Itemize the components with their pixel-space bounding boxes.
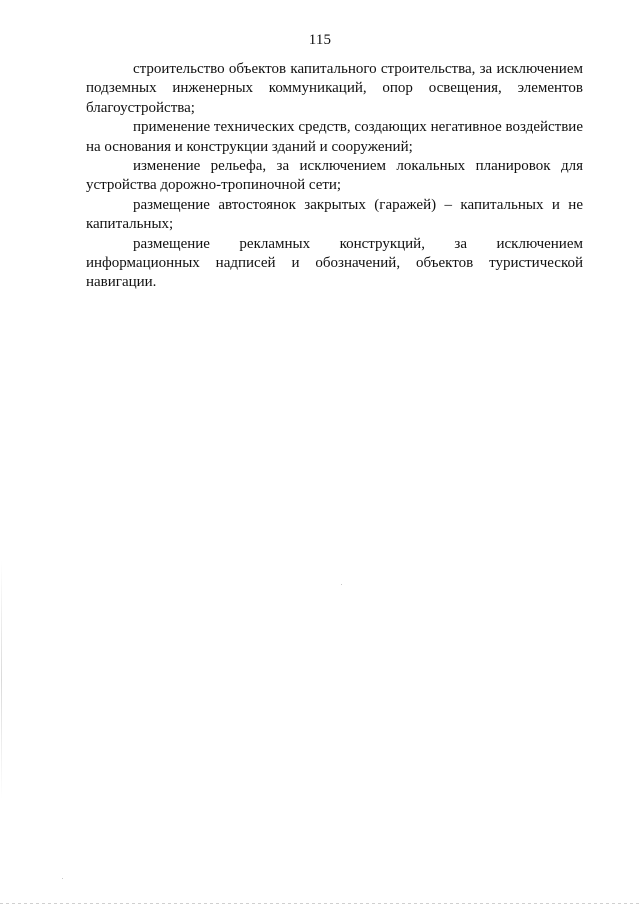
paragraph-capital-construction: строительство объектов капитального строительства, за исключением подземных инженерных коммуникаций, опор освещения, элементов благоустройства; bbox=[86, 61, 583, 116]
scan-edge-bottom bbox=[0, 903, 640, 904]
document-body bbox=[86, 60, 583, 293]
scan-speck bbox=[62, 878, 63, 879]
paragraph-parking-placement: размещение автостоянок закрытых (гаражей) – капитальных и не капитальных; bbox=[86, 196, 583, 233]
scan-speck bbox=[341, 584, 342, 585]
paragraph-technical-means: применение технических средств, создающих негативное воздействие на основания и конструкции зданий и сооружений; bbox=[86, 119, 583, 155]
paragraph-advertising-structures: размещение рекламных конструкций, за исключением информационных надписей и обозначений, объектов туристической навигации. bbox=[86, 235, 583, 291]
paragraph-relief-change: изменение рельефа, за исключением локальных планировок для устройства дорожно-тропиночной сети; bbox=[86, 158, 583, 194]
scan-edge-left bbox=[1, 560, 2, 800]
page-number: 115 bbox=[308, 32, 332, 48]
